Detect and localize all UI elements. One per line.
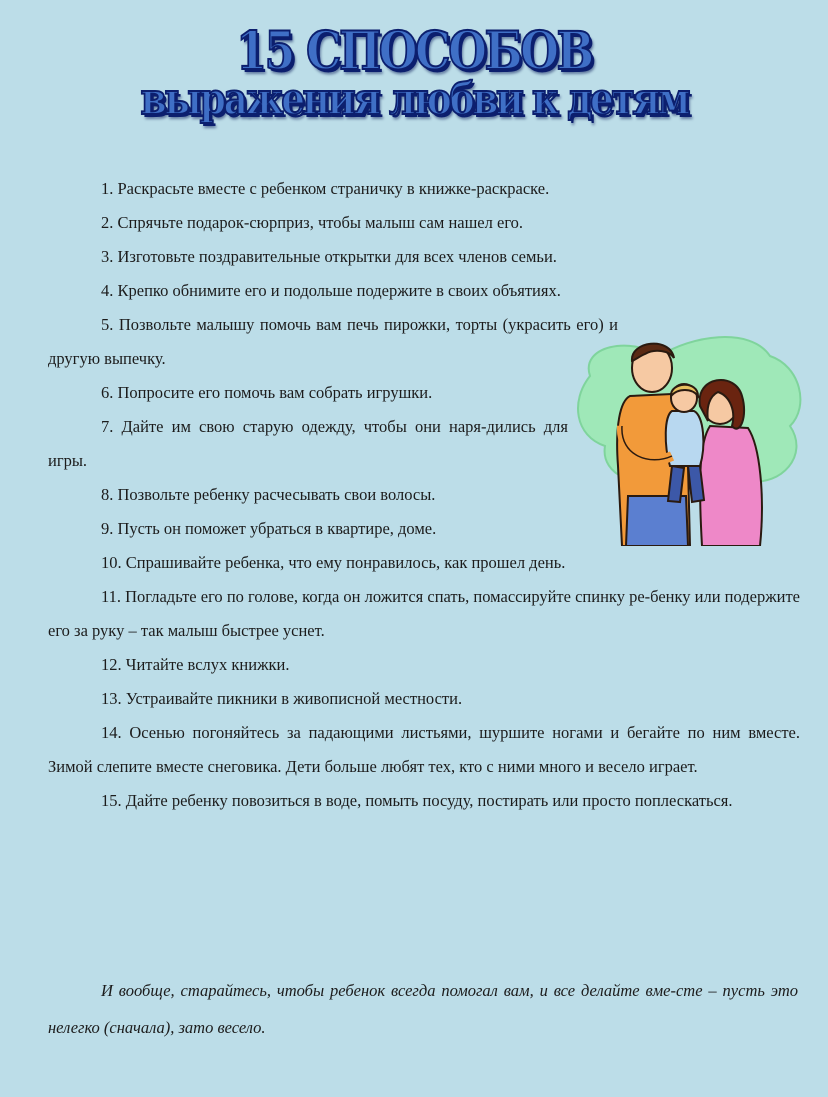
list-item: 15. Дайте ребенку повозиться в воде, помыть посуду, постирать или просто поплескаться. xyxy=(101,791,733,810)
title-line-2: выражения любви к детям xyxy=(140,74,688,125)
list-item: 13. Устраивайте пикники в живописной местности. xyxy=(101,689,463,708)
conclusion-text: И вообще, старайтесь, чтобы ребенок всегда помогал вам, и все делайте вме-сте – пусть это нелегко (сначала), зато весело. xyxy=(48,980,798,1037)
tips-list xyxy=(48,172,800,818)
list-item: 8. Позвольте ребенку расчесывать свои волосы. xyxy=(101,485,436,504)
list-item: 9. Пусть он поможет убраться в квартире, доме. xyxy=(101,519,437,538)
list-item: 2. Спрячьте подарок-сюрприз, чтобы малыш сам нашел его. xyxy=(101,213,524,232)
list-item: 3. Изготовьте поздравительные открытки для всех членов семьи. xyxy=(101,247,557,266)
page-title xyxy=(0,21,828,125)
list-item: 7. Дайте им свою старую одежду, чтобы они наря-дились для игры. xyxy=(48,417,568,470)
list-item: 11. Погладьте его по голове, когда он ложится спать, помассируйте спинку ре-бенку или подержите его за руку – так малыш быстрее уснет. xyxy=(48,587,800,640)
list-item: 5. Позвольте малышу помочь вам печь пирожки, торты (украсить его) и другую выпечку. xyxy=(48,315,618,368)
list-item: 6. Попросите его помочь вам собрать игрушки. xyxy=(101,383,433,402)
list-item: 14. Осенью погоняйтесь за падающими листьями, шуршите ногами и бегайте по ним вместе. Зимой слепите вместе снеговика. Дети больше любят тех, кто с ними много и весело играет. xyxy=(48,723,800,776)
list-item: 1. Раскрасьте вместе с ребенком страничку в книжке-раскраске. xyxy=(101,179,550,198)
list-item: 10. Спрашивайте ребенка, что ему понравилось, как прошел день. xyxy=(101,553,566,572)
list-item: 12. Читайте вслух книжки. xyxy=(101,655,290,674)
list-item: 4. Крепко обнимите его и подольше подержите в своих объятиях. xyxy=(101,281,561,300)
title-line-1: 15 СПОСОБОВ xyxy=(236,21,592,82)
